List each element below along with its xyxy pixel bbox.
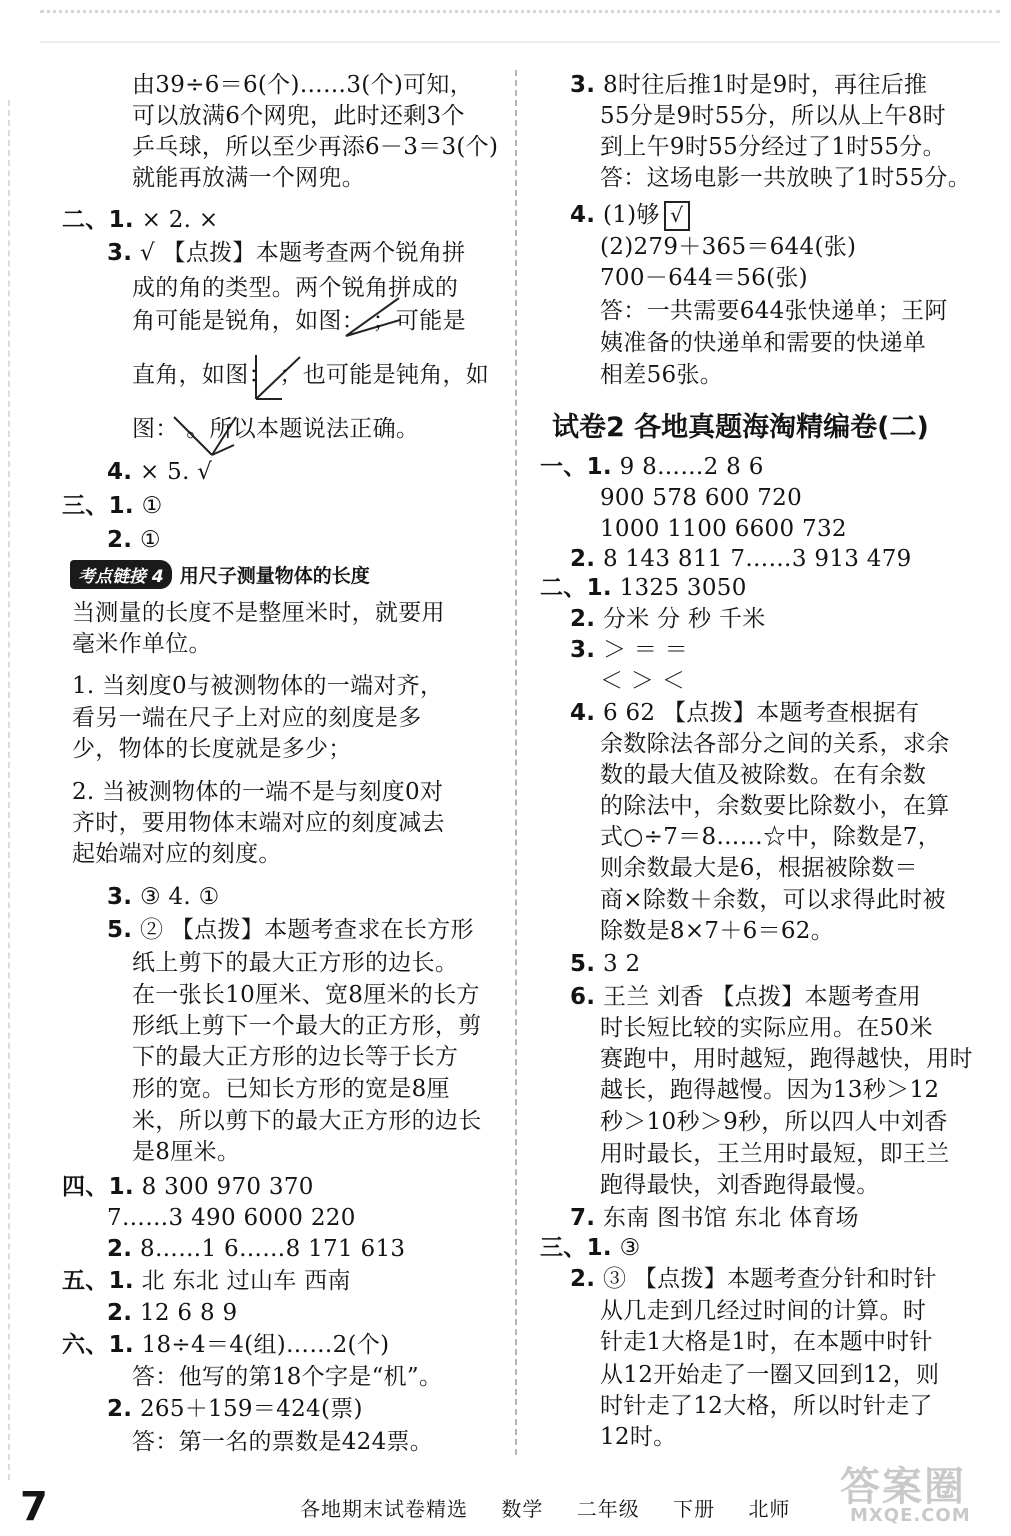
right-line [600,296,948,326]
right-line [570,1264,937,1294]
question-number: 4. [570,202,596,228]
question-number: 六、1. [62,1332,134,1358]
answer-text: ① [132,527,161,553]
left-line [107,1394,363,1424]
left-line [62,1266,351,1296]
question-number: 二、1. [62,207,134,233]
answer-text: 答：第一名的票数是424票。 [132,1429,434,1455]
answer-text: 8 143 811 7……3 913 479 [595,546,912,572]
left-line [132,101,465,131]
answer-text: 3 2 [595,951,641,977]
answer-text: 齐时，要用物体末端对应的刻度减去 [72,810,445,836]
answer-text: 成的角的类型。两个锐角拼成的 [132,275,459,301]
kaodian-title: 用尺子测量物体的长度 [179,564,370,587]
left-line [132,1011,482,1041]
left-line [72,734,352,764]
right-line [570,1203,859,1233]
left-line [107,238,465,268]
left-line [132,1362,442,1392]
answer-text: 数的最大值及被除数。在有余数 [600,762,927,788]
question-number: 6. [570,984,596,1010]
answer-text: 时长短比较的实际应用。在50米 [600,1015,933,1041]
left-line [72,777,443,807]
answer-text: 图： 。所以本题说法正确。 [132,416,420,442]
question-number: 2. [570,546,596,572]
answer-text: 秒＞10秒＞9秒，所以四人中刘香 [600,1109,948,1135]
left-line [107,1203,356,1233]
right-line [600,163,971,193]
right-line [570,949,640,979]
answer-text: 到上午9时55分经过了1时55分。 [600,134,946,160]
question-number: 2. [107,1300,133,1326]
left-line [132,1106,482,1136]
left-line [62,1172,314,1202]
book-subject: 数学 [501,1497,544,1521]
right-line [600,729,950,759]
answer-text: 答：一共需要644张快递单；王阿 [600,298,948,324]
right-line [540,452,764,482]
answer-text: 则余数最大是6，根据被除数＝ [600,855,918,881]
question-number: 二、1. [540,575,612,601]
question-number: 7. [570,1205,596,1231]
answer-text: ③ 4. ① [132,884,220,910]
left-line [107,1298,237,1328]
left-line [132,414,419,444]
question-number: 4. [107,459,133,485]
answer-text: 6 62 【点拨】本题考查根据有 [595,700,920,726]
answer-text: 余数除法各部分之间的关系，求余 [600,731,950,757]
left-line [72,808,445,838]
question-number: 2. [107,1236,133,1262]
right-line [600,101,946,131]
right-line [600,1044,973,1074]
answer-text: 针走1大格是1时，在本题中时针 [600,1329,933,1355]
section-title: 试卷2 各地真题海淘精编卷(二) [552,412,929,443]
right-line [600,483,802,513]
answer-text: 直角，如图： ；也可能是钝角，如 [132,362,490,388]
answer-text: × 2. × [133,207,219,233]
answer-text: 18÷4＝4(组)……2(个) [133,1332,390,1358]
right-line [600,1139,950,1169]
right-line [600,1075,939,1105]
book-volume: 下册 [673,1497,716,1521]
answer-text: ＜ ＞ ＜ [600,668,686,694]
right-line [600,1391,933,1421]
answer-text: 少，物体的长度就是多少； [72,736,352,762]
right-line [570,635,688,665]
answer-text: 从几走到几经过时间的计算。时 [600,1298,927,1324]
question-number: 三、1. [62,493,134,519]
column-divider [515,70,517,1455]
answer-text: 在一张长10厘米、宽8厘米的长方 [132,982,480,1008]
left-line [132,306,466,336]
kaodian-badge: 考点链接 4 [70,560,172,589]
right-line [570,544,912,574]
question-number: 4. [570,700,596,726]
answer-text: × 5. √ [132,459,213,485]
left-line [132,163,365,193]
answer-text: 商×除数＋余数，可以求得此时被 [600,887,946,913]
right-line [600,1107,948,1137]
left-line [132,1074,450,1104]
answer-text: 答：这场电影一共放映了1时55分。 [600,165,971,191]
right-line [600,263,808,293]
answer-text: 是8厘米。 [132,1139,241,1165]
book-grade: 二年级 [576,1497,640,1521]
answer-text: 900 578 600 720 [600,485,803,511]
answer-text: 1325 3050 [611,575,747,601]
question-number: 3. [107,240,133,266]
answer-text: 就能再放满一个网兜。 [132,165,365,191]
right-line [600,822,941,852]
answer-text: 赛跑中，用时越短，跑得越快，用时 [600,1046,973,1072]
question-number: 一、1. [540,454,612,480]
left-line [62,491,162,521]
right-line [600,514,847,544]
right-line [570,982,921,1012]
answer-text: 形的宽。已知长方形的宽是8厘 [132,1076,450,1102]
right-line [600,791,950,821]
question-number: 5. [107,917,133,943]
right-line [600,328,926,358]
answer-text: (1)够 [595,202,660,228]
answer-text: ① [133,493,163,519]
answer-text: 王兰 刘香 【点拨】本题考查用 [595,984,922,1010]
right-line [600,1360,939,1390]
answer-text: 8时往后推1时是9时，再往后推 [595,72,928,98]
answer-text: 的除法中，余数要比除数小，在算 [600,793,950,819]
answer-text: 跑得最快，刘香跑得最慢。 [600,1172,880,1198]
answer-text: 形纸上剪下一个最大的正方形，剪 [132,1013,482,1039]
answer-text: ＞ ＝ ＝ [595,637,689,663]
left-line [107,457,212,487]
question-number: 5. [570,951,596,977]
left-line [107,525,161,555]
question-number: 3. [570,637,596,663]
answer-text: 姨准备的快递单和需要的快递单 [600,330,927,356]
right-line [600,885,946,915]
book-info [300,1495,816,1523]
left-line [72,703,422,733]
left-line [72,839,282,869]
answer-text: 毫米作单位。 [72,631,212,657]
right-line [600,1422,676,1452]
right-line [600,916,834,946]
right-line [570,70,927,100]
right-line [600,132,946,162]
left-line [132,1042,458,1072]
right-line [600,1296,926,1326]
answer-text: 12 6 8 9 [132,1300,238,1326]
right-line [600,760,926,790]
answer-text: 从12开始走了一圈又回到12，则 [600,1362,940,1388]
answer-text: 东南 图书馆 东北 体育场 [595,1205,859,1231]
question-number: 3. [570,72,596,98]
top-decoration [40,10,1000,43]
answer-text: 265＋159＝424(票) [132,1396,363,1422]
left-line [132,980,480,1010]
left-line [72,598,445,628]
question-number: 2. [107,1396,133,1422]
right-line [600,666,685,696]
right-line [570,200,690,230]
question-number: 3. [107,884,133,910]
answer-text: 8……1 6……8 171 613 [132,1236,406,1262]
right-line [600,232,856,262]
answer-text: √ 【点拨】本题考查两个锐角拼 [132,240,466,266]
check-box-icon: √ [664,201,690,231]
answer-text: ② 【点拨】本题考查求在长方形 [132,917,474,943]
answer-text: 55分是9时55分，所以从上午8时 [600,103,946,129]
question-number: 三、1. [540,1235,612,1261]
left-line [132,1427,433,1457]
answer-text: 乒乓球，所以至少再添6－3＝3(个) [132,134,499,160]
answer-text: ③ [611,1235,641,1261]
answer-text: 相差56张。 [600,362,724,388]
answer-text: 越长，跑得越慢。因为13秒＞12 [600,1077,940,1103]
question-number: 四、1. [62,1174,134,1200]
left-line [62,205,218,235]
watermark-logo: 答案圈 [840,1464,966,1510]
question-number: 2. [570,1266,596,1292]
answer-text: 2. 当被测物体的一端不是与刻度0对 [72,779,444,805]
question-number: 2. [570,606,596,632]
book-edition: 北师 [748,1497,791,1521]
answer-text: 1000 1100 6600 732 [600,516,847,542]
answer-text: 时针走了12大格，所以时针走了 [600,1393,933,1419]
left-decoration [8,100,38,1480]
answer-text: 12时。 [600,1424,677,1450]
right-line [540,573,747,603]
answer-text: 可以放满6个网兜，此时还剩3个 [132,103,465,129]
right-line [600,1327,933,1357]
left-line [132,948,458,978]
answer-text: 下的最大正方形的边长等于长方 [132,1044,459,1070]
left-line [107,915,474,945]
right-line [600,853,918,883]
answer-text: 分米 分 秒 千米 [595,606,766,632]
left-line [72,671,443,701]
right-line [540,1233,640,1263]
right-line [600,360,723,390]
watermark [840,1455,1000,1530]
answer-text: 起始端对应的刻度。 [72,841,282,867]
answer-text: 当测量的长度不是整厘米时，就要用 [72,600,445,626]
left-line [132,273,458,303]
right-line [570,604,766,634]
answer-text: 除数是8×7＋6＝62。 [600,918,835,944]
answer-text: 9 8……2 8 6 [611,454,764,480]
left-line [132,132,498,162]
question-number: 五、1. [62,1268,134,1294]
left-line [62,1330,389,1360]
answer-text: 8 300 970 370 [133,1174,314,1200]
answer-text: 米，所以剪下的最大正方形的边长 [132,1108,482,1134]
answer-text: 看另一端在尺子上对应的刻度是多 [72,705,422,731]
answer-text: 角可能是锐角，如图： ；可能是 [132,308,466,334]
answer-text: 式○÷7＝8……☆中，除数是7， [600,824,942,850]
answer-text: 1. 当刻度0与被测物体的一端对齐， [72,673,444,699]
right-line [600,1013,933,1043]
kaodian-link [70,559,370,589]
answer-text: 北 东北 过山车 西南 [133,1268,351,1294]
left-line [132,1137,240,1167]
answer-text: 700－644＝56(张) [600,265,808,291]
left-line [132,360,489,390]
left-line [107,882,220,912]
right-line [600,1170,880,1200]
answer-text: (2)279＋365＝644(张) [600,234,857,260]
right-line [570,698,919,728]
left-line [132,70,473,100]
left-line [72,629,212,659]
answer-text: 纸上剪下的最大正方形的边长。 [132,950,459,976]
watermark-url: MXQE.COM [850,1505,971,1526]
question-number: 2. [107,527,133,553]
answer-text: 答：他写的第18个字是“机”。 [132,1364,443,1390]
answer-text: 用时最长，王兰用时最短，即王兰 [600,1141,950,1167]
book-series: 各地期末试卷精选 [300,1497,468,1521]
answer-text: ③ 【点拨】本题考查分针和时针 [595,1266,937,1292]
answer-text: 7……3 490 6000 220 [107,1205,356,1231]
answer-text: 由39÷6＝6(个)……3(个)可知， [132,72,474,98]
page-number: 7 [20,1484,48,1530]
left-line [107,1234,405,1264]
